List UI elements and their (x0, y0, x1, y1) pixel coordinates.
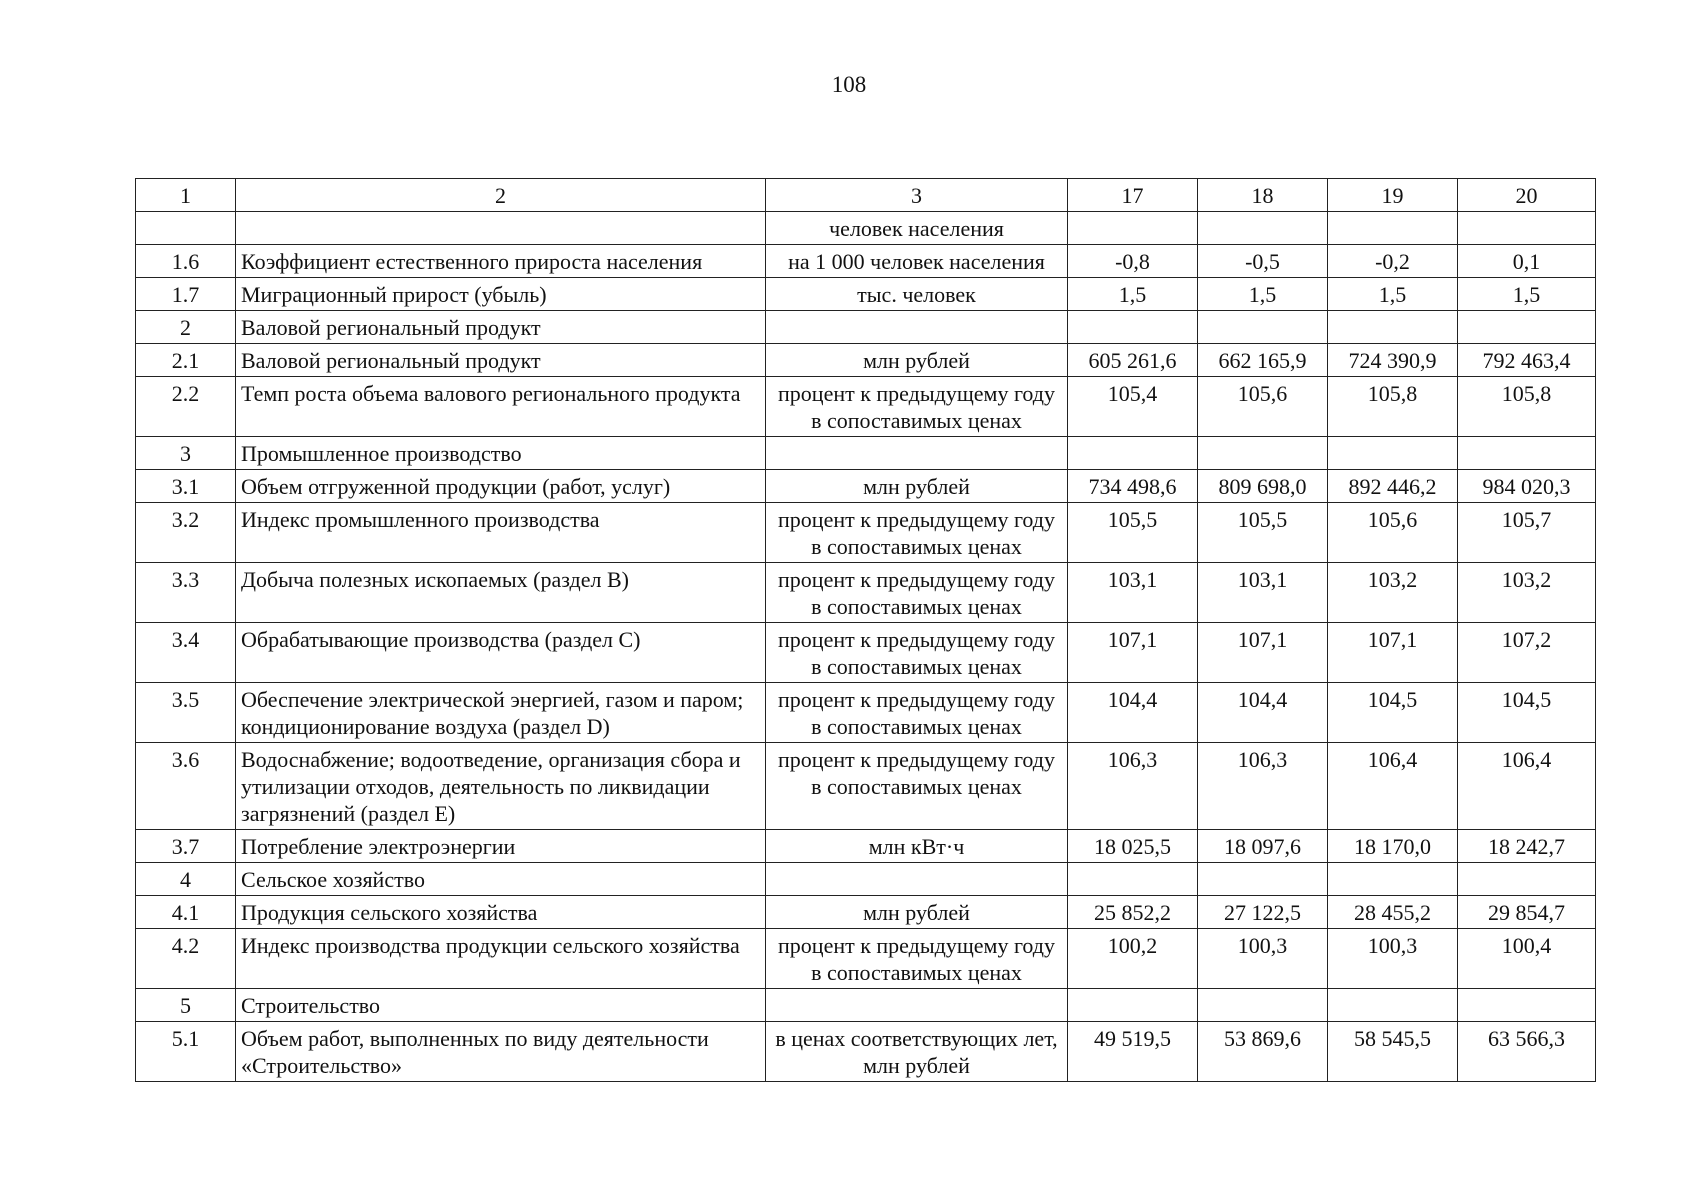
value-cell (1198, 311, 1328, 344)
value-cell: 107,1 (1068, 623, 1198, 683)
table-row (136, 1022, 1596, 1082)
table-row (136, 830, 1596, 863)
unit-cell: процент к предыдущему году в сопоставимых ценах (766, 743, 1068, 830)
value-cell: 104,4 (1198, 683, 1328, 743)
column-number-row (136, 179, 1596, 212)
table-row (136, 896, 1596, 929)
value-cell: 100,2 (1068, 929, 1198, 989)
row-number-cell: 1.7 (136, 278, 236, 311)
value-cell (1458, 989, 1596, 1022)
indicator-name-cell: Водоснабжение; водоотведение, организация сбора и утилизации отходов, деятельность по ликвидации загрязнений (раздел E) (236, 743, 766, 830)
page-number: 108 (831, 72, 867, 97)
column-header: 18 (1198, 179, 1328, 212)
value-cell: 18 170,0 (1328, 830, 1458, 863)
value-cell: 105,8 (1328, 377, 1458, 437)
unit-cell (766, 989, 1068, 1022)
row-number-cell: 3.4 (136, 623, 236, 683)
indicator-name-cell: Продукция сельского хозяйства (236, 896, 766, 929)
table-row (136, 278, 1596, 311)
table-row (136, 743, 1596, 830)
row-number-cell: 3.6 (136, 743, 236, 830)
column-header: 19 (1328, 179, 1458, 212)
unit-cell: млн кВт·ч (766, 830, 1068, 863)
value-cell (1198, 437, 1328, 470)
row-number-cell: 3 (136, 437, 236, 470)
value-cell (1068, 863, 1198, 896)
row-number-cell: 4.1 (136, 896, 236, 929)
value-cell: 53 869,6 (1198, 1022, 1328, 1082)
column-header: 17 (1068, 179, 1198, 212)
indicator-name-cell: Строительство (236, 989, 766, 1022)
indicator-name-cell: Промышленное производство (236, 437, 766, 470)
indicator-name-cell: Индекс промышленного производства (236, 503, 766, 563)
table-row (136, 311, 1596, 344)
value-cell: -0,8 (1068, 245, 1198, 278)
value-cell: 58 545,5 (1328, 1022, 1458, 1082)
value-cell: 103,1 (1198, 563, 1328, 623)
value-cell: 63 566,3 (1458, 1022, 1596, 1082)
unit-cell: тыс. человек (766, 278, 1068, 311)
value-cell (1068, 437, 1198, 470)
value-cell (1198, 212, 1328, 245)
value-cell: 104,5 (1328, 683, 1458, 743)
row-number-cell: 3.5 (136, 683, 236, 743)
column-header: 20 (1458, 179, 1596, 212)
value-cell (1328, 863, 1458, 896)
value-cell: 0,1 (1458, 245, 1596, 278)
unit-cell: человек населения (766, 212, 1068, 245)
indicator-name-cell: Темп роста объема валового регионального продукта (236, 377, 766, 437)
table-row (136, 470, 1596, 503)
value-cell (1458, 311, 1596, 344)
value-cell (1328, 212, 1458, 245)
table-row (136, 377, 1596, 437)
value-cell: 809 698,0 (1198, 470, 1328, 503)
value-cell: 107,2 (1458, 623, 1596, 683)
table-row (136, 563, 1596, 623)
value-cell: 28 455,2 (1328, 896, 1458, 929)
value-cell: 605 261,6 (1068, 344, 1198, 377)
value-cell (1458, 437, 1596, 470)
value-cell (1328, 989, 1458, 1022)
value-cell: 18 025,5 (1068, 830, 1198, 863)
value-cell: 103,2 (1458, 563, 1596, 623)
row-number-cell: 4.2 (136, 929, 236, 989)
value-cell (1198, 989, 1328, 1022)
table-row (136, 989, 1596, 1022)
value-cell: -0,2 (1328, 245, 1458, 278)
unit-cell (766, 863, 1068, 896)
value-cell: 103,2 (1328, 563, 1458, 623)
row-number-cell: 2.2 (136, 377, 236, 437)
table-row (136, 437, 1596, 470)
unit-cell: процент к предыдущему году в сопоставимых ценах (766, 623, 1068, 683)
unit-cell: в ценах соответствующих лет, млн рублей (766, 1022, 1068, 1082)
unit-cell: на 1 000 человек населения (766, 245, 1068, 278)
indicator-name-cell: Коэффициент естественного прироста населения (236, 245, 766, 278)
unit-cell: процент к предыдущему году в сопоставимых ценах (766, 683, 1068, 743)
table-row (136, 212, 1596, 245)
value-cell: 105,8 (1458, 377, 1596, 437)
unit-cell: млн рублей (766, 344, 1068, 377)
unit-cell: процент к предыдущему году в сопоставимых ценах (766, 377, 1068, 437)
row-number-cell: 1.6 (136, 245, 236, 278)
column-header: 3 (766, 179, 1068, 212)
value-cell (1328, 437, 1458, 470)
indicator-name-cell: Обеспечение электрической энергией, газом и паром; кондиционирование воздуха (раздел D) (236, 683, 766, 743)
value-cell: 1,5 (1328, 278, 1458, 311)
value-cell: 1,5 (1198, 278, 1328, 311)
value-cell: 1,5 (1458, 278, 1596, 311)
value-cell: 27 122,5 (1198, 896, 1328, 929)
value-cell: 106,3 (1198, 743, 1328, 830)
value-cell: 892 446,2 (1328, 470, 1458, 503)
indicator-name-cell: Потребление электроэнергии (236, 830, 766, 863)
indicator-name-cell (236, 212, 766, 245)
value-cell (1328, 311, 1458, 344)
table-body (136, 212, 1596, 1082)
value-cell: 18 097,6 (1198, 830, 1328, 863)
row-number-cell: 3.3 (136, 563, 236, 623)
value-cell: 724 390,9 (1328, 344, 1458, 377)
table-row (136, 863, 1596, 896)
indicator-name-cell: Миграционный прирост (убыль) (236, 278, 766, 311)
indicators-table (135, 178, 1596, 1082)
value-cell (1068, 311, 1198, 344)
table-row (136, 623, 1596, 683)
indicator-name-cell: Валовой региональный продукт (236, 344, 766, 377)
unit-cell: млн рублей (766, 896, 1068, 929)
value-cell: 29 854,7 (1458, 896, 1596, 929)
row-number-cell: 3.1 (136, 470, 236, 503)
table-row (136, 929, 1596, 989)
value-cell: 105,6 (1328, 503, 1458, 563)
unit-cell (766, 437, 1068, 470)
value-cell: 107,1 (1328, 623, 1458, 683)
row-number-cell: 2 (136, 311, 236, 344)
indicator-name-cell: Добыча полезных ископаемых (раздел B) (236, 563, 766, 623)
value-cell: 103,1 (1068, 563, 1198, 623)
value-cell (1068, 212, 1198, 245)
value-cell (1458, 212, 1596, 245)
row-number-cell: 3.7 (136, 830, 236, 863)
value-cell: 105,5 (1198, 503, 1328, 563)
indicator-name-cell: Объем отгруженной продукции (работ, услуг) (236, 470, 766, 503)
value-cell: 1,5 (1068, 278, 1198, 311)
value-cell: 105,7 (1458, 503, 1596, 563)
table-row (136, 245, 1596, 278)
value-cell: 106,4 (1328, 743, 1458, 830)
row-number-cell: 4 (136, 863, 236, 896)
row-number-cell: 2.1 (136, 344, 236, 377)
value-cell: 105,6 (1198, 377, 1328, 437)
value-cell: 105,4 (1068, 377, 1198, 437)
indicator-name-cell: Сельское хозяйство (236, 863, 766, 896)
value-cell: 792 463,4 (1458, 344, 1596, 377)
row-number-cell: 5.1 (136, 1022, 236, 1082)
value-cell: 100,4 (1458, 929, 1596, 989)
value-cell (1458, 863, 1596, 896)
table-row (136, 344, 1596, 377)
value-cell: 104,4 (1068, 683, 1198, 743)
row-number-cell (136, 212, 236, 245)
indicator-name-cell: Валовой региональный продукт (236, 311, 766, 344)
indicator-name-cell: Обрабатывающие производства (раздел C) (236, 623, 766, 683)
value-cell: 100,3 (1198, 929, 1328, 989)
value-cell: 18 242,7 (1458, 830, 1596, 863)
value-cell: 25 852,2 (1068, 896, 1198, 929)
unit-cell: процент к предыдущему году в сопоставимых ценах (766, 929, 1068, 989)
column-header: 2 (236, 179, 766, 212)
value-cell: 662 165,9 (1198, 344, 1328, 377)
value-cell: 984 020,3 (1458, 470, 1596, 503)
value-cell: 734 498,6 (1068, 470, 1198, 503)
table-row (136, 503, 1596, 563)
row-number-cell: 5 (136, 989, 236, 1022)
unit-cell: процент к предыдущему году в сопоставимых ценах (766, 503, 1068, 563)
unit-cell: процент к предыдущему году в сопоставимых ценах (766, 563, 1068, 623)
value-cell: 106,4 (1458, 743, 1596, 830)
unit-cell: млн рублей (766, 470, 1068, 503)
column-header: 1 (136, 179, 236, 212)
indicator-name-cell: Объем работ, выполненных по виду деятельности «Строительство» (236, 1022, 766, 1082)
value-cell: 49 519,5 (1068, 1022, 1198, 1082)
value-cell: 100,3 (1328, 929, 1458, 989)
unit-cell (766, 311, 1068, 344)
value-cell: 106,3 (1068, 743, 1198, 830)
table-row (136, 683, 1596, 743)
value-cell: -0,5 (1198, 245, 1328, 278)
value-cell: 107,1 (1198, 623, 1328, 683)
row-number-cell: 3.2 (136, 503, 236, 563)
value-cell (1198, 863, 1328, 896)
value-cell: 104,5 (1458, 683, 1596, 743)
value-cell (1068, 989, 1198, 1022)
value-cell: 105,5 (1068, 503, 1198, 563)
indicator-name-cell: Индекс производства продукции сельского хозяйства (236, 929, 766, 989)
